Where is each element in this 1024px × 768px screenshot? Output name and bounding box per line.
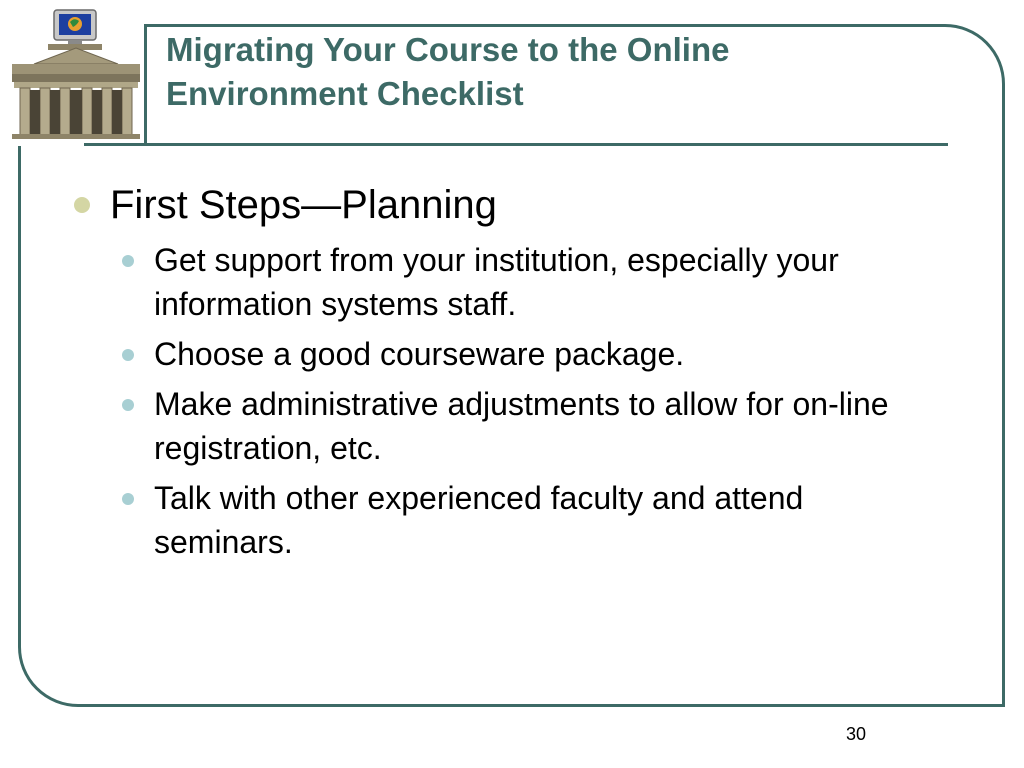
sub-bullet-dot-icon [122, 399, 134, 411]
list-item [120, 476, 914, 564]
sub-bullet-list [72, 238, 952, 564]
title-divider-vertical [144, 24, 147, 146]
page-number: 30 [846, 724, 867, 744]
sub-bullet-dot-icon [122, 349, 134, 361]
list-item-text: Talk with other experienced faculty and attend seminars. [154, 480, 804, 560]
title-line-1: Migrating Your Course to the Online [166, 31, 730, 68]
list-item-text: Get support from your institution, especially your information systems staff. [154, 242, 839, 322]
sub-bullet-dot-icon [122, 255, 134, 267]
list-item [120, 332, 914, 376]
sub-bullet-dot-icon [122, 493, 134, 505]
slide-title [166, 28, 946, 116]
building-monitor-icon [8, 6, 144, 140]
slide-body [72, 178, 952, 570]
bullet-heading [72, 178, 952, 232]
list-item-text: Make administrative adjustments to allow for on-line registration, etc. [154, 386, 889, 466]
title-line-2: Environment Checklist [166, 75, 524, 112]
list-item-text: Choose a good courseware package. [154, 336, 685, 372]
list-item [120, 238, 914, 326]
list-item [120, 382, 914, 470]
bullet-dot-icon [74, 197, 90, 213]
title-divider-horizontal [84, 143, 948, 146]
bullet-heading-text: First Steps—Planning [110, 183, 497, 227]
